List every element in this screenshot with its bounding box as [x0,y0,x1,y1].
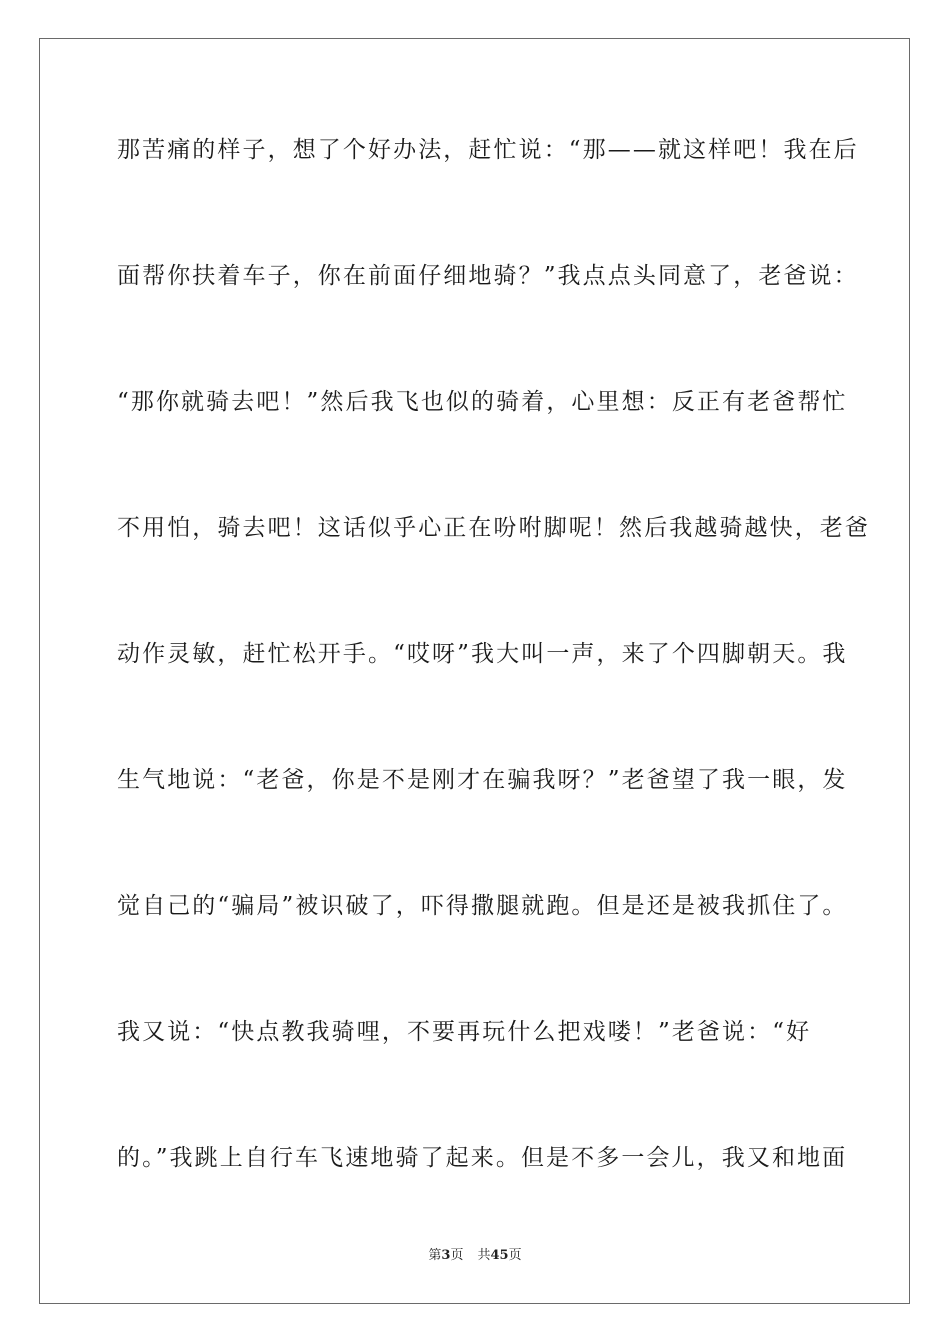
text-line: 动作灵敏，赶忙松开手。“哎呀”我大叫一声，来了个四脚朝天。我 [117,641,848,667]
text-line: 面帮你扶着车子，你在前面仔细地骑？”我点点头同意了，老爸说： [117,263,859,289]
text-line: 不用怕，骑去吧！这话似乎心正在吩咐脚呢！然后我越骑越快，老爸 [117,515,870,541]
document-body [117,128,870,1262]
total-prefix: 共 [477,1248,491,1263]
total-suffix: 页 [508,1248,522,1263]
text-line: 的。”我跳上自行车飞速地骑了起来。但是不多一会儿，我又和地面 [117,1145,848,1171]
page-prefix: 第 [428,1248,442,1263]
page-footer [0,1246,950,1266]
text-line: 生气地说：“老爸，你是不是刚才在骗我呀？”老爸望了我一眼，发 [117,767,848,793]
text-line: 我又说：“快点教我骑哩，不要再玩什么把戏喽！”老爸说：“好 [117,1019,812,1045]
text-line: 觉自己的“骗局”被识破了，吓得撒腿就跑。但是还是被我抓住了。 [117,893,848,919]
page-suffix: 页 [450,1248,464,1263]
text-line: 那苦痛的样子，想了个好办法，赶忙说：“那——就这样吧！我在后 [117,137,859,163]
total-pages: 45 [490,1248,509,1263]
text-line: “那你就骑去吧！”然后我飞也似的骑着，心里想：反正有老爸帮忙 [117,389,848,415]
page-number: 3 [441,1248,451,1263]
